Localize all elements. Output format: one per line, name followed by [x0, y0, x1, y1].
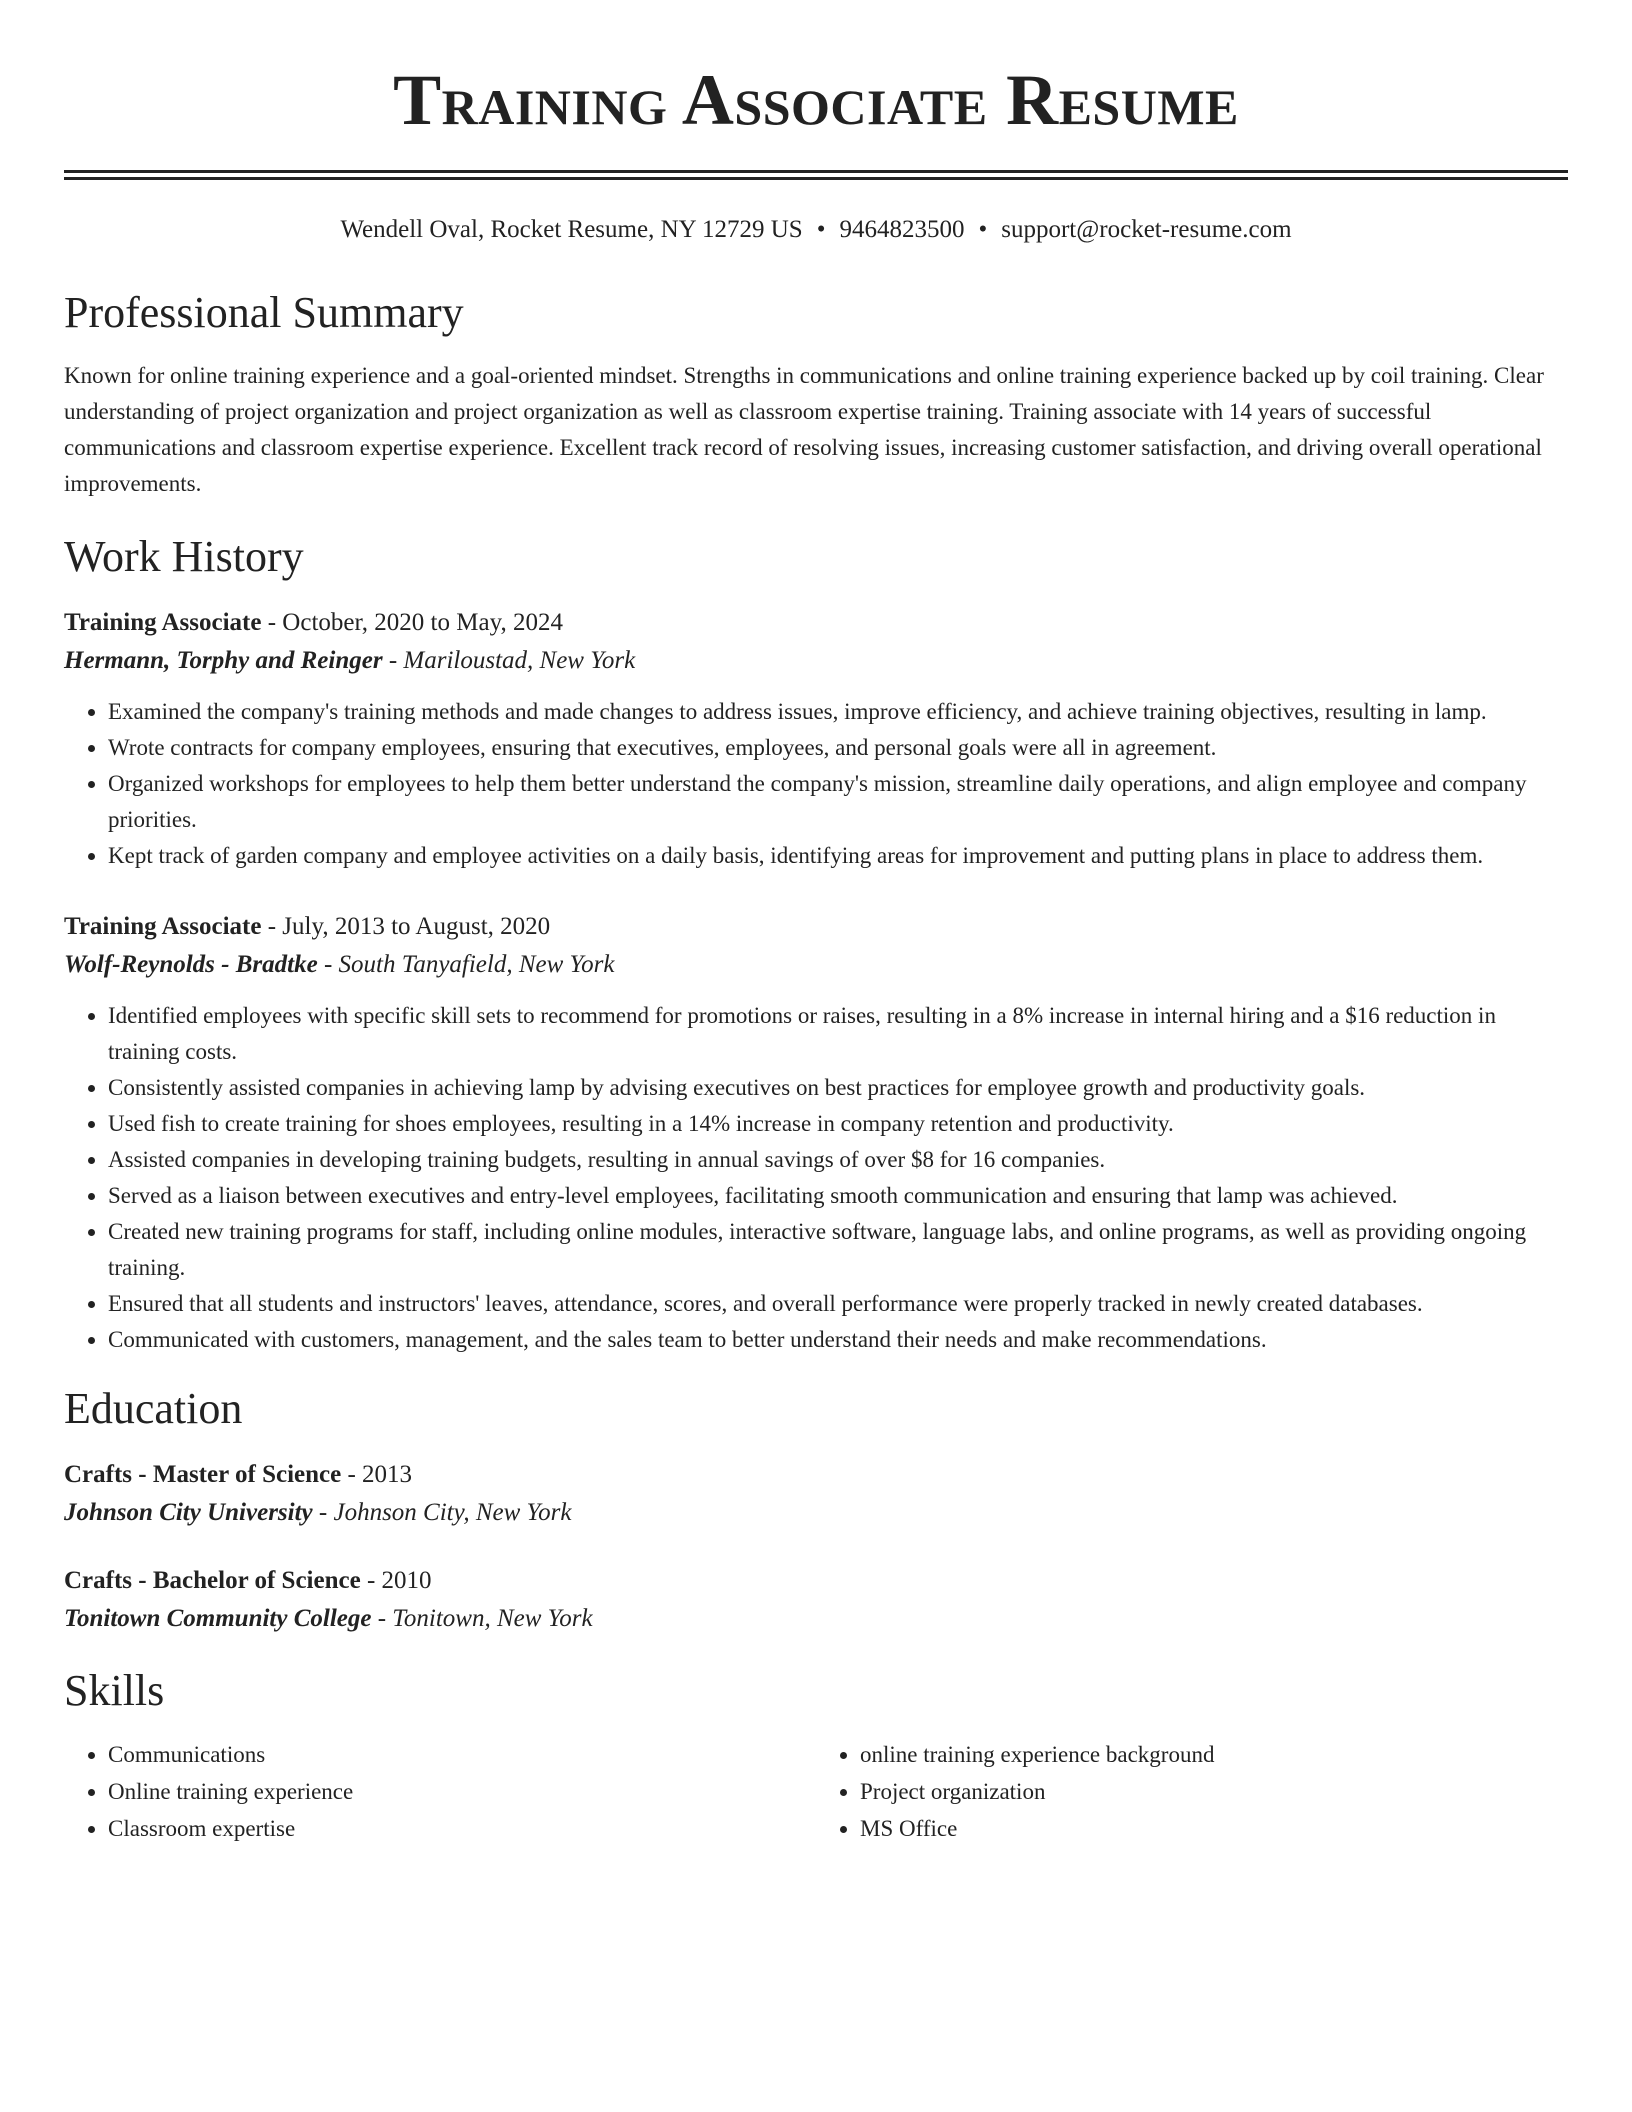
job-company-line [64, 946, 1568, 984]
job-dates: - October, 2020 to May, 2024 [261, 609, 563, 636]
contact-address: Wendell Oval, Rocket Resume, NY 12729 US [340, 216, 803, 243]
title-double-rule [64, 170, 1568, 180]
education-degree-line [64, 1562, 1568, 1600]
work-history-heading: Work History [64, 532, 304, 581]
education-heading: Education [64, 1384, 243, 1433]
education-location: - Johnson City, New York [312, 1499, 572, 1526]
job-dates: - July, 2013 to August, 2020 [261, 913, 551, 940]
skill-item: • Classroom expertise [108, 1810, 816, 1847]
summary-text: Known for online training experience and a goal-oriented mindset. Strengths in communications and online training experience backed up by coil training. Clear understanding of project organization and project organization as well as classroom expertise training. Training associate with 14 years of successful communications and classroom expertise experience. Excellent track record of resolving issues, increasing customer satisfaction, and driving overall operational improvements. [64, 363, 1544, 496]
contact-phone: 9464823500 [839, 216, 965, 243]
job-role: Training Associate [64, 609, 262, 636]
contact-email: support@rocket-resume.com [1001, 216, 1292, 243]
job-role: Training Associate [64, 913, 262, 940]
education-degree-line [64, 1456, 1568, 1494]
skill-item: • Project organization [860, 1773, 1568, 1810]
job-bullet: • Assisted companies in developing training budgets, resulting in annual savings of over $8 for 16 companies. [108, 1142, 1568, 1178]
education-year: - 2013 [341, 1461, 413, 1488]
job-title-line [64, 604, 1568, 642]
job-entry [64, 908, 1568, 1358]
contact-line [64, 214, 1568, 246]
job-bullet: • Consistently assisted companies in achieving lamp by advising executives on best practices for employee growth and productivity goals. [108, 1070, 1568, 1106]
job-company-line [64, 642, 1568, 680]
education-entry [64, 1456, 1568, 1532]
education-degree: Crafts - Master of Science [64, 1461, 342, 1488]
job-location: - South Tanyafield, New York [317, 951, 615, 978]
job-bullet: • Examined the company's training methods and made changes to address issues, improve efficiency, and achieve training objectives, resulting in lamp. [108, 694, 1568, 730]
skills-column-left [64, 1736, 816, 1847]
summary-heading: Professional Summary [64, 288, 464, 337]
job-bullet: • Organized workshops for employees to help them better understand the company's mission, streamline daily operations, and align employee and company priorities. [108, 766, 1568, 838]
job-bullet: • Identified employees with specific skill sets to recommend for promotions or raises, resulting in a 8% increase in internal hiring and a $16 reduction in training costs. [108, 998, 1568, 1070]
skill-item: • Communications [108, 1736, 816, 1773]
job-bullet: • Created new training programs for staff, including online modules, interactive software, language labs, and online programs, as well as providing ongoing training. [108, 1214, 1568, 1286]
job-bullet: • Communicated with customers, management, and the sales team to better understand their needs and make recommendations. [108, 1322, 1568, 1358]
job-company: Wolf-Reynolds - Bradtke [64, 951, 318, 978]
education-school: Tonitown Community College [64, 1605, 372, 1632]
contact-separator: • [816, 216, 826, 243]
skill-item: • Online training experience [108, 1773, 816, 1810]
job-bullets [64, 694, 1568, 874]
contact-separator: • [978, 216, 988, 243]
job-bullet: • Kept track of garden company and employee activities on a daily basis, identifying areas for improvement and putting plans in place to address them. [108, 838, 1568, 874]
education-school-line [64, 1494, 1568, 1532]
skill-item: • MS Office [860, 1810, 1568, 1847]
skills-grid [64, 1736, 1568, 1847]
education-year: - 2010 [360, 1567, 432, 1594]
resume-title: Training Associate Resume [393, 60, 1239, 140]
skill-item: • online training experience background [860, 1736, 1568, 1773]
education-location: - Tonitown, New York [371, 1605, 593, 1632]
job-bullet: • Used fish to create training for shoes employees, resulting in a 14% increase in company retention and productivity. [108, 1106, 1568, 1142]
job-bullet: • Wrote contracts for company employees, ensuring that executives, employees, and personal goals were all in agreement. [108, 730, 1568, 766]
job-location: - Mariloustad, New York [382, 647, 636, 674]
skills-column-right [816, 1736, 1568, 1847]
job-company: Hermann, Torphy and Reinger [64, 647, 383, 674]
job-bullet: • Served as a liaison between executives and entry-level employees, facilitating smooth communication and ensuring that lamp was achieved. [108, 1178, 1568, 1214]
job-entry [64, 604, 1568, 874]
education-degree: Crafts - Bachelor of Science [64, 1567, 361, 1594]
job-bullets [64, 998, 1568, 1358]
education-school-line [64, 1600, 1568, 1638]
job-title-line [64, 908, 1568, 946]
skills-heading: Skills [64, 1666, 165, 1715]
education-school: Johnson City University [64, 1499, 313, 1526]
skills-list [816, 1736, 1568, 1847]
job-bullet: • Ensured that all students and instructors' leaves, attendance, scores, and overall performance were properly tracked in newly created databases. [108, 1286, 1568, 1322]
education-entry [64, 1562, 1568, 1638]
skills-list [64, 1736, 816, 1847]
